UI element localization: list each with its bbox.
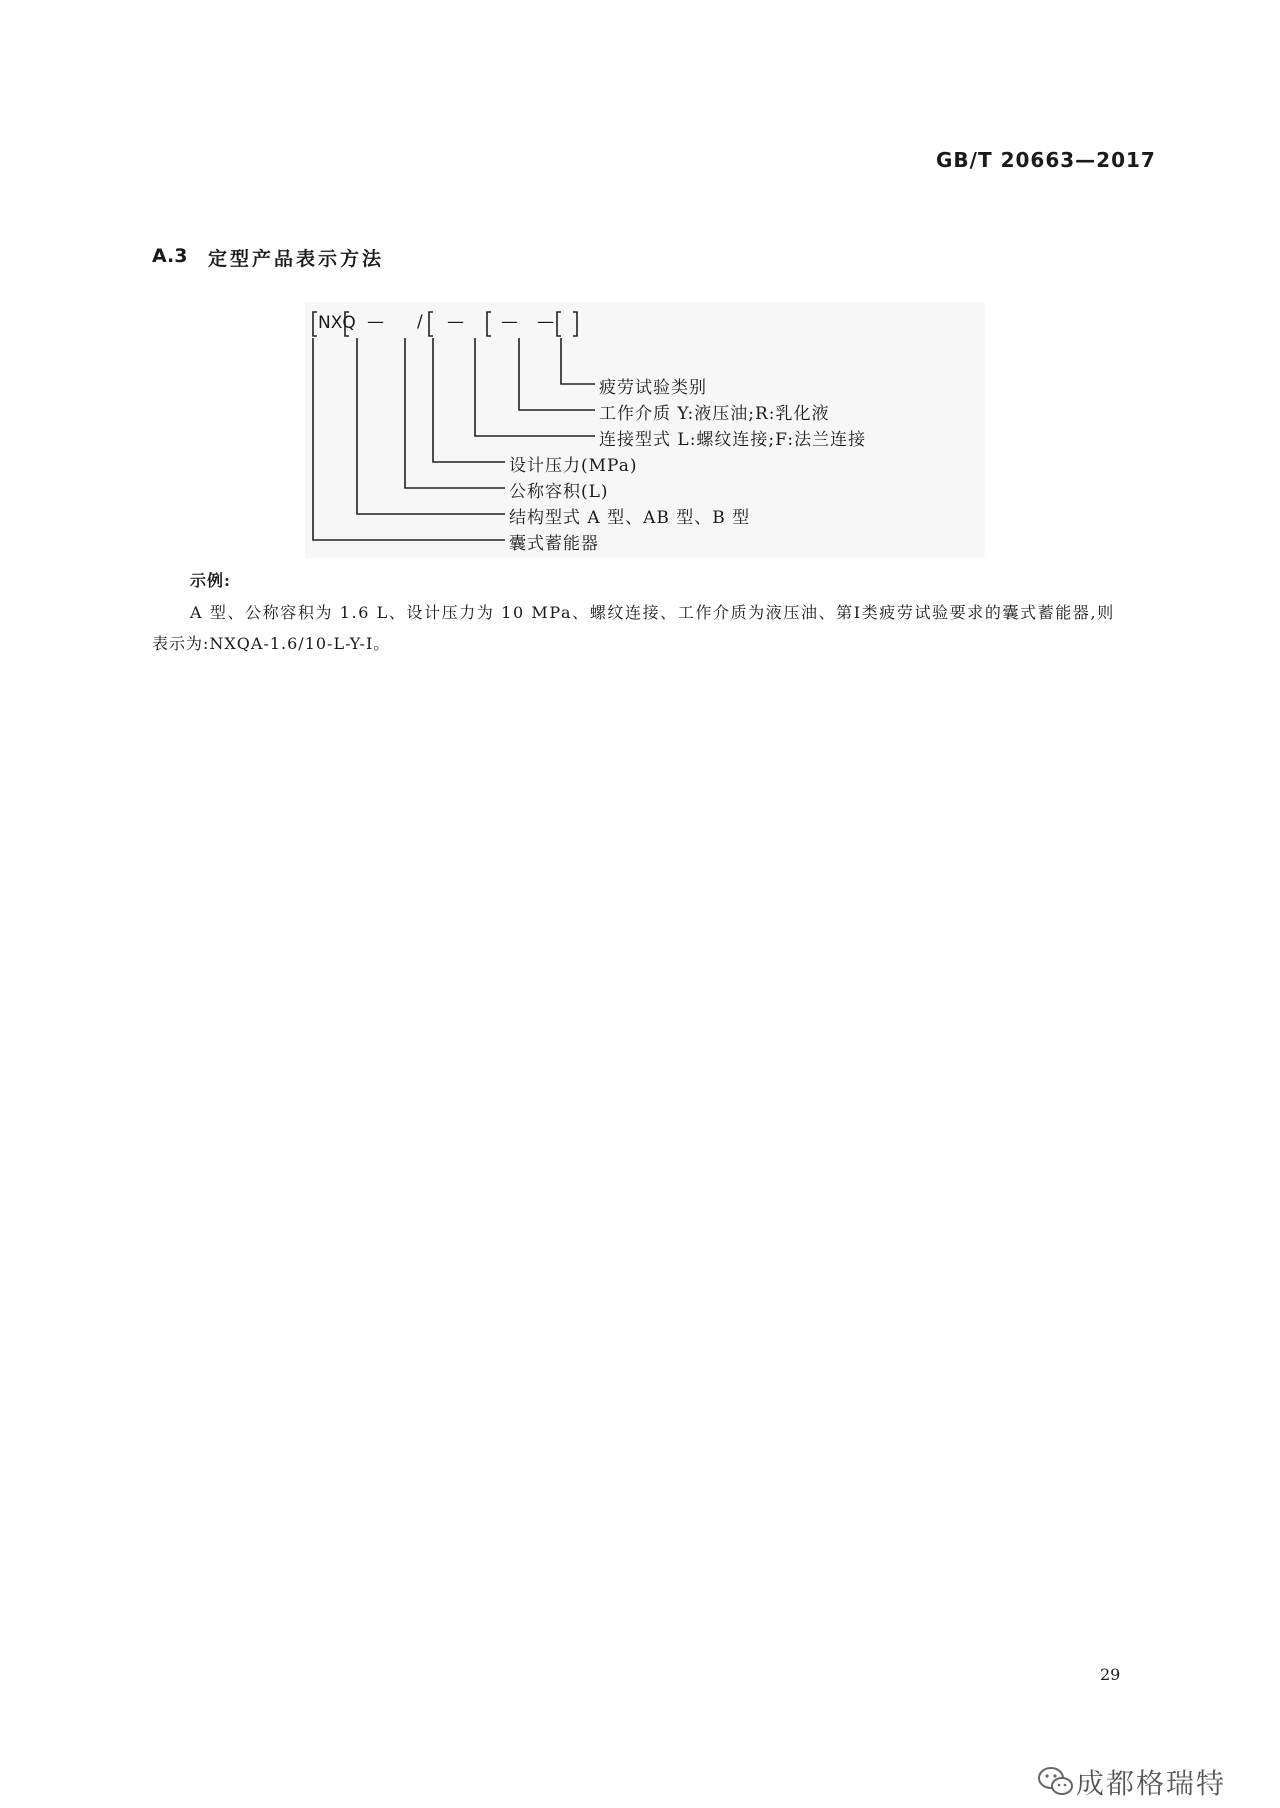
label-bladder-accumulator: 囊式蓄能器 xyxy=(509,534,599,554)
code-prefix: NXQ xyxy=(318,313,356,333)
page-number: 29 xyxy=(1100,1665,1121,1684)
product-code-diagram xyxy=(305,302,985,558)
leader-fatigue xyxy=(561,338,595,384)
label-fatigue-category: 疲劳试验类别 xyxy=(599,378,707,398)
box-connection xyxy=(487,312,491,336)
leader-connection xyxy=(475,338,595,436)
leader-volume xyxy=(405,338,505,488)
separator-dash: — xyxy=(447,312,464,332)
leader-pressure xyxy=(433,338,505,462)
separator-slash: / xyxy=(417,312,423,332)
separator-dash: — xyxy=(367,312,384,332)
watermark xyxy=(1036,1762,1226,1802)
leader-accumulator xyxy=(313,338,505,540)
label-design-pressure: 设计压力(MPa) xyxy=(509,456,638,476)
box-pressure xyxy=(429,312,433,336)
example-label: 示例: xyxy=(190,571,231,590)
label-connection-type: 连接型式 L:螺纹连接;F:法兰连接 xyxy=(599,430,867,450)
section-title: 定型产品表示方法 xyxy=(208,248,385,270)
separator-dash: — xyxy=(537,312,554,332)
prefix-bracket xyxy=(313,312,317,336)
separator-dash: — xyxy=(501,312,518,332)
label-nominal-volume: 公称容积(L) xyxy=(509,482,609,502)
label-structure-type: 结构型式 A 型、AB 型、B 型 xyxy=(509,508,751,528)
leader-medium xyxy=(519,338,595,410)
box-fatigue-left xyxy=(557,312,561,336)
example-text-line2: 表示为:NXQA-1.6/10-L-Y-I。 xyxy=(152,634,391,653)
label-working-medium: 工作介质 Y:液压油;R:乳化液 xyxy=(599,404,830,424)
watermark-text: 成都格瑞特 xyxy=(1076,1767,1227,1800)
document-id: GB/T 20663—2017 xyxy=(936,148,1156,172)
example-text-line1: A 型、公称容积为 1.6 L、设计压力为 10 MPa、螺纹连接、工作介质为液压油、第Ⅰ类疲劳试验要求的囊式蓄能器,则 xyxy=(190,603,1115,622)
section-number: A.3 xyxy=(152,245,188,267)
wechat-icon xyxy=(1036,1764,1076,1800)
box-fatigue-right xyxy=(573,312,577,336)
